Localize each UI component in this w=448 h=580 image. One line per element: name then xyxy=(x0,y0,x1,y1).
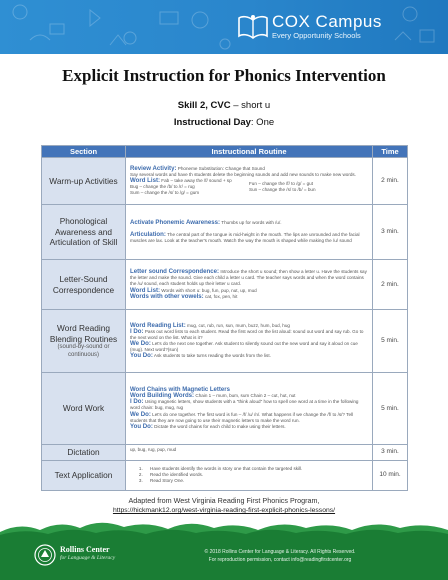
routine-text: Let's do one together. The first word is fun – /f/ /u/ /n/. What happens if we change the /f/ to /s/? Tell students that they are now going to use their magnetic letters to make the word run. xyxy=(130,411,354,423)
routine-heading: Word Chains with Magnetic Letters xyxy=(130,387,230,394)
routine-heading: Letter sound Correspondence: xyxy=(130,268,220,276)
permission-text: For reproduction permission, contact info@readingfirstcenter.org xyxy=(208,557,352,563)
section-cell xyxy=(42,310,126,373)
list-item: 3. Read Story One. xyxy=(144,478,368,484)
word-list-columns xyxy=(130,178,368,196)
time-cell: 5 min. xyxy=(373,373,408,445)
routine-text: Chain 1 – mum, bum, sum Chain 2 – cut, hut, nut xyxy=(194,393,296,399)
table-row xyxy=(42,460,408,490)
routine-line xyxy=(130,341,368,353)
instructional-day-line xyxy=(0,117,448,128)
routine-heading: Activate Phonemic Awareness: xyxy=(130,218,221,226)
routine-line xyxy=(130,269,368,287)
routine-text: Thumbs up for words with /u/. xyxy=(220,219,282,225)
table-row xyxy=(42,205,408,260)
routine-text: mug, cut, rub, run, sun, mum, buzz, hum, bud, hug xyxy=(185,322,290,328)
routine-text: Sun – change the /s/ to /b/ = bun xyxy=(249,187,316,193)
routine-text: cat, fox, pen, hit xyxy=(203,293,238,299)
routine-line xyxy=(130,220,368,226)
routine-heading: I Do: xyxy=(130,327,144,335)
org-subtitle: for Language & Literacy xyxy=(60,555,116,561)
routine-cell xyxy=(126,445,373,461)
routine-text: Pass out word lists to each student. Read the first word on the list aloud: sound out word and say rub. Go to the next word on the list. What is it? xyxy=(130,328,364,340)
routine-text: Introduce the short u sound; then show a letter u. Have the students say the letter and make the sound. Give each child a letter u card. The teacher says words and when the word contains the /u/ sound, each student holds up their letter u card. xyxy=(130,269,367,287)
routine-heading: Words with other vowels: xyxy=(130,292,204,300)
section-title: Word Reading Blending Routines xyxy=(49,323,118,344)
table-row xyxy=(42,158,408,205)
table-row xyxy=(42,310,408,373)
routine-line xyxy=(130,353,368,359)
source-link[interactable]: https://hickmank12.org/west-virginia-reading-first-explicit-phonics-lessons/ xyxy=(112,507,336,514)
rollins-seal-icon xyxy=(34,544,56,566)
skill-suffix: – short u xyxy=(230,100,271,111)
routine-text: Ask students to take turns reading the words from the list. xyxy=(152,353,271,359)
word-list-left xyxy=(130,178,249,196)
routine-line xyxy=(130,232,368,244)
time-cell: 10 min. xyxy=(373,460,408,490)
time-cell: 2 min. xyxy=(373,260,408,310)
routine-cell xyxy=(126,205,373,260)
routine-text: The central part of the tongue is mid-height in the mouth. The lips are unrounded and the facial muscles are lax. Look at the teacher's mouth. Watch the way the mouth is shaped while making the /u/ sound xyxy=(130,231,360,244)
section-cell: Text Application xyxy=(42,460,126,490)
list-item: 2. Read the identified words. xyxy=(144,472,368,478)
routine-heading: Word List: xyxy=(130,176,161,184)
routine-text: Phoneme Substitution: Change that Sound xyxy=(176,165,265,171)
time-cell: 3 min. xyxy=(373,205,408,260)
skill-line xyxy=(0,100,448,111)
routine-heading: Word Reading List: xyxy=(130,321,186,329)
day-label: Instructional Day xyxy=(173,117,251,128)
routine-text: Dictate the word chains for each child to make using their letters. xyxy=(152,423,286,429)
routine-heading: We Do: xyxy=(130,340,151,347)
copyright-text: © 2018 Rollins Center for Language & Literacy. All Rights Reserved. xyxy=(204,549,356,555)
routine-text: Let's do the next one together. Ask student to silently sound out the new word and say it aloud on cue (mug). Next word?(sun) xyxy=(130,341,358,353)
column-header-time: Time xyxy=(373,146,408,158)
routine-heading: Word List: xyxy=(130,286,161,294)
open-book-icon xyxy=(238,14,268,40)
text-application-list xyxy=(130,466,368,484)
adapted-note: Adapted from West Virginia Reading First Phonics Program, xyxy=(128,496,320,505)
routine-cell xyxy=(126,310,373,373)
routine-text: Say several words and have th students delete the beginning sounds and add new sounds to make new words. xyxy=(130,171,357,177)
list-item: 1. Have students identify the words in story one that contain the targeted skill. xyxy=(144,466,368,472)
section-subtitle: (sound-by-sound or continuous) xyxy=(57,344,110,358)
routine-text: Fun – change the /f/ to /g/ = gut xyxy=(249,180,313,186)
table-row xyxy=(42,373,408,445)
section-cell: Letter-Sound Correspondence xyxy=(42,260,126,310)
footer-bar xyxy=(0,536,448,580)
routine-heading: I Do: xyxy=(130,398,144,406)
brand-name: COX Campus xyxy=(272,12,382,31)
routine-text: Fab – take away the /f/ sound + sp xyxy=(160,177,232,183)
routine-text: up, bug, rug, pup, mud xyxy=(130,447,177,452)
org-name: Rollins Center xyxy=(60,545,110,554)
routine-heading: You Do: xyxy=(130,352,153,360)
column-header-section: Section xyxy=(42,146,126,158)
routine-heading: Word Building Words: xyxy=(130,392,195,400)
routine-text: Sum – change the /s/ to /g/ = gum xyxy=(130,190,200,196)
routine-cell xyxy=(126,373,373,445)
cox-campus-logo[interactable] xyxy=(238,10,388,44)
day-value: : One xyxy=(250,117,275,128)
routine-cell xyxy=(126,260,373,310)
table-row xyxy=(42,260,408,310)
time-cell: 2 min. xyxy=(373,158,408,205)
routine-cell xyxy=(126,460,373,490)
section-cell: Dictation xyxy=(42,445,126,461)
rollins-center-logo[interactable] xyxy=(34,542,124,574)
page-title: Explicit Instruction for Phonics Intervention xyxy=(62,66,386,85)
routine-heading: You Do: xyxy=(130,422,153,430)
routine-text: Using magnetic letters, show students with a "think aloud" how to spell one word at a time in the following word chain: bug, mug, rug xyxy=(130,399,359,411)
top-banner xyxy=(0,0,448,54)
section-cell: Phonological Awareness and Articulation of Skill xyxy=(42,205,126,260)
routine-cell xyxy=(126,158,373,205)
section-cell: Word Work xyxy=(42,373,126,445)
column-header-routine: Instructional Routine xyxy=(126,146,373,158)
table-header-row xyxy=(42,146,408,158)
routine-heading: Articulation: xyxy=(130,230,166,238)
routine-line xyxy=(130,399,368,411)
lesson-table xyxy=(41,145,408,491)
table-row xyxy=(42,445,408,461)
time-cell: 3 min. xyxy=(373,445,408,461)
routine-line xyxy=(130,424,368,430)
routine-line xyxy=(130,412,368,424)
routine-line xyxy=(130,294,368,300)
routine-heading: Review Activity: xyxy=(130,164,177,172)
time-cell: 5 min. xyxy=(373,310,408,373)
brand-tagline: Every Opportunity Schools xyxy=(272,31,361,40)
word-list-right xyxy=(249,178,368,196)
section-cell: Warm-up Activities xyxy=(42,158,126,205)
routine-line xyxy=(130,329,368,341)
routine-text: Bug – change the /b/ to /r/ = rug xyxy=(130,184,195,190)
routine-text: Words with short u: bug, fun, pup, nut, up, mud xyxy=(160,287,257,293)
copyright-block xyxy=(150,548,410,564)
skill-label: Skill 2, CVC xyxy=(177,100,231,111)
routine-heading: We Do: xyxy=(130,410,151,418)
